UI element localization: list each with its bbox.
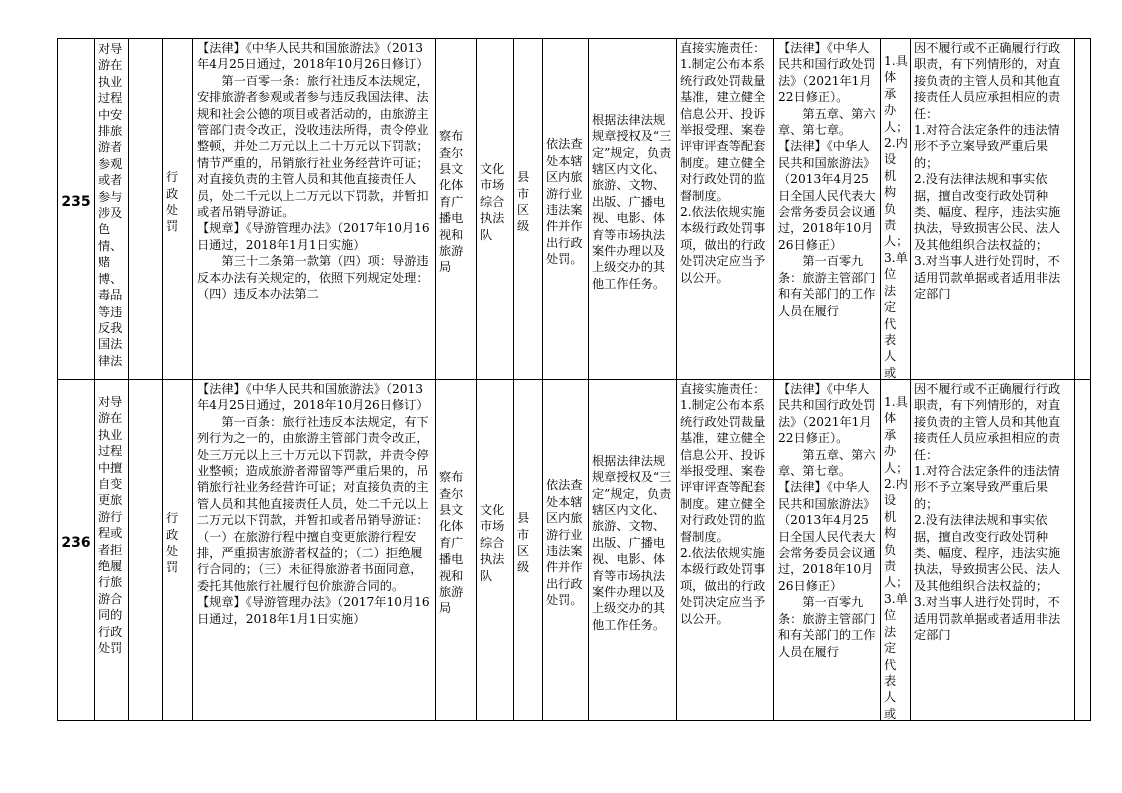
row-number: 236 [61,534,91,551]
remarks [1075,39,1090,365]
item-name: 对导游在执业过程中擅自变更旅游行程或者拒绝履行旅游合同的行政处罚 [98,395,123,656]
law-line: 第一百零九条：旅游主管部门和有关部门的工作人员在履行 [778,595,876,659]
accountability-situation: 因不履行或不正确履行行政职责，有下列情形的，对直接负责的主管人员和其他直接责任人员应承担相应的责任： 1.对符合法定条件的违法情形不予立案导致严重后果的； 2.没有法律法规和事实依据，擅自改变行政处罚种类、幅度、程序，违法实施执法，导致损害公民、法人及其他组织合法权益的； 3.对当事人进行处罚时，不适用罚款单据或者适用非法定部门 [914,382,1061,643]
level: 县市区级 [517,170,530,234]
legal-basis [193,380,435,707]
basis-line: 第一百条：旅行社违反本法规定，有下列行为之一的，由旅游主管部门责令改正，处三万元以上三十万元以下罚款，并责令停业整顿；造成旅游者滞留等严重后果的，吊销旅行社业务经营许可证；对直接负责的主管人员和其他直接责任人员，处二千元以上二万元以下罚款，并暂扣或者吊销导游证：（一）在旅游行程中擅自变更旅游行程安排，严重损害旅游者权益的；（二）拒绝履行合同的；（三）未征得旅游者书面同意，委托其他旅行社履行包价旅游合同的。 [197,414,429,593]
accountability-basis [774,39,880,366]
implementing-department: 察布查尔县文化体育广播电视和旅游局 [439,129,464,275]
level: 县市区级 [517,511,530,575]
law-line: 【法律】《中华人民共和国旅游法》（2013年4月25日全国人民代表大会常务委员会议通过，2018年10月26日修正） [778,139,876,252]
basis-line: 第一百零一条：旅行社违反本法规定，安排旅游者参观或者参与违反我国法律、法规和社会公德的项目或者活动的，由旅游主管部门责令改正，没收违法所得，责令停业整顿，并处二万元以上二十万元以下罚款；情节严重的，吊销旅行社业务经营许可证；对直接负责的主管人员和其他直接责任人员，处二千元以上二万元以下罚款，并暂扣或者吊销导游证。 [197,73,429,220]
implementing-department: 察布查尔县文化体育广播电视和旅游局 [439,470,464,616]
implementing-unit: 文化市场综合执法队 [480,502,505,583]
basis-line: 【法律】《中华人民共和国旅游法》（2013年4月25日通过，2018年10月26日修订） [197,41,429,72]
row-number: 235 [61,193,91,210]
implementing-unit: 文化市场综合执法队 [480,161,505,242]
basis-line: 第三十二条第一款第（四）项：导游违反本办法有关规定的，依照下列规定处理：（四）违反本办法第二 [197,254,429,302]
law-line: 【法律】《中华人民共和国行政处罚法》（2021年1月22日修正）。 [778,382,876,446]
sub-item-name [129,39,162,367]
law-line: 第五章、第六章、第七章。 [778,106,876,138]
law-line: 第五章、第六章、第七章。 [778,447,876,479]
basis-line: 【规章】《导游管理办法》（2017年10月16日通过，2018年1月1日实施） [197,595,430,626]
power-list-table [57,38,1091,721]
responsibility-description: 根据法律法规规章授权及“三定”规定，负责辖区内文化、旅游、文物、出版、广播电视、电影、体育等市场执法案件办理以及上级交办的其他工作任务。 [592,453,672,632]
table-row [58,380,1091,721]
table-row [58,39,1091,380]
remarks [1075,380,1090,706]
basis-line: 【规章】《导游管理办法》（2017年10月16日通过，2018年1月1日实施） [197,221,430,252]
power-type: 行政处罚 [166,511,179,575]
responsible-subject: 1.具体承办人；2.内设机构负责人；3.单位法定代表人或 [884,395,909,720]
item-name: 对导游在执业过程中安排旅游者参观或者参与涉及色情、赌博、毒品等违反我国法律法 [98,42,123,367]
direct-responsibility: 直接实施责任： 1.制定公布本系统行政处罚裁量基准，建立健全信息公开、投诉举报受理、案卷评审评查等配套制度。建立健全对行政处罚的监督制度。 2.依法依规实施本级行政处罚事项，做出的行政处罚决定应当予以公开。 [680,382,766,626]
sub-item-name [129,380,162,708]
law-line: 【法律】《中华人民共和国旅游法》（2013年4月25日全国人民代表大会常务委员会议通过，2018年10月26日修正） [778,480,876,593]
responsible-subject: 1.具体承办人；2.内设机构负责人；3.单位法定代表人或 [884,54,909,379]
law-line: 第一百零九条：旅游主管部门和有关部门的工作人员在履行 [778,254,876,318]
accountability-basis [774,380,880,707]
power-type: 行政处罚 [166,170,179,234]
law-line: 【法律】《中华人民共和国行政处罚法》（2021年1月22日修正）。 [778,41,876,105]
duty-description: 依法查处本辖区内旅游行业违法案件并作出行政处罚。 [546,137,583,267]
responsibility-description: 根据法律法规规章授权及“三定”规定，负责辖区内文化、旅游、文物、出版、广播电视、电影、体育等市场执法案件办理以及上级交办的其他工作任务。 [592,112,672,291]
duty-description: 依法查处本辖区内旅游行业违法案件并作出行政处罚。 [546,478,583,608]
legal-basis [193,39,435,366]
accountability-situation: 因不履行或不正确履行行政职责，有下列情形的，对直接负责的主管人员和其他直接责任人员应承担相应的责任： 1.对符合法定条件的违法情形不予立案导致严重后果的； 2.没有法律法规和事实依据，擅自改变行政处罚种类、幅度、程序，违法实施执法，导致损害公民、法人及其他组织合法权益的； 3.对当事人进行处罚时，不适用罚款单据或者适用非法定部门 [914,41,1061,302]
basis-line: 【法律】《中华人民共和国旅游法》（2013年4月25日通过，2018年10月26日修订） [197,382,429,413]
direct-responsibility: 直接实施责任： 1.制定公布本系统行政处罚裁量基准，建立健全信息公开、投诉举报受理、案卷评审评查等配套制度。建立健全对行政处罚的监督制度。 2.依法依规实施本级行政处罚事项，做出的行政处罚决定应当予以公开。 [680,41,766,285]
